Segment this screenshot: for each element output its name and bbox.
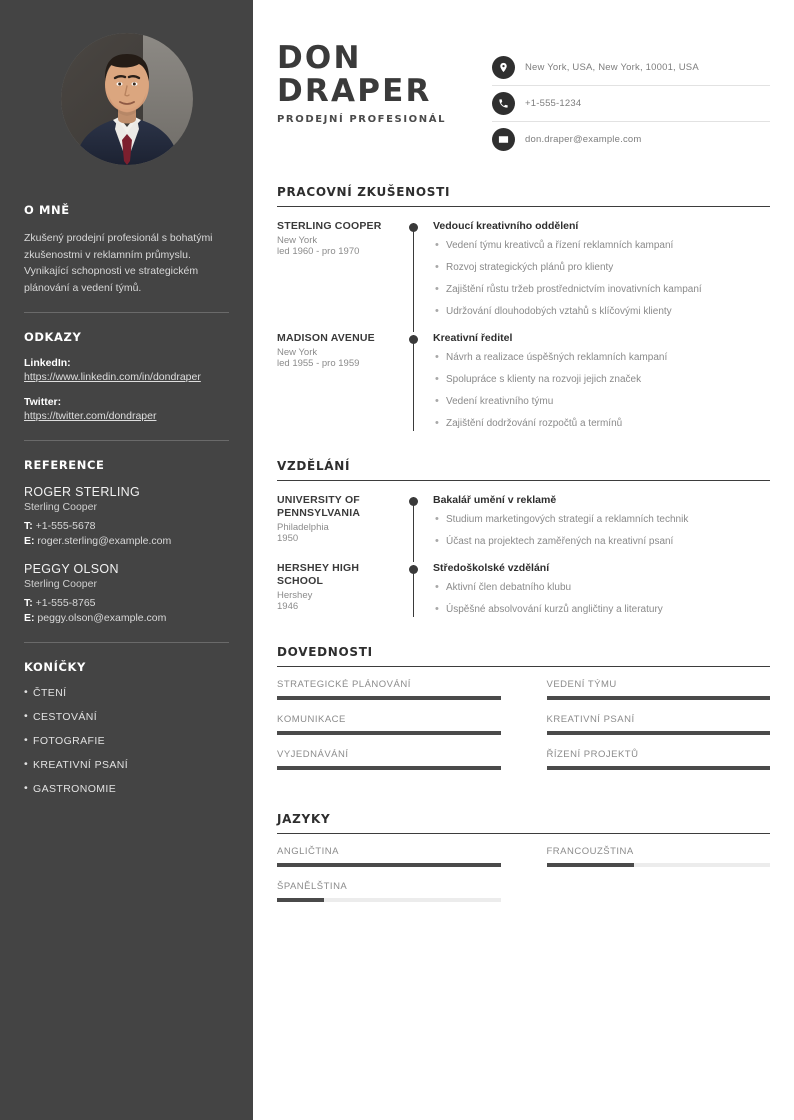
education-details (433, 562, 770, 617)
link-url-twitter[interactable]: https://twitter.com/dondraper (24, 410, 157, 422)
reference-item (24, 562, 229, 626)
reference-phone-value: +1-555-8765 (35, 597, 96, 609)
photo-wrapper (24, 0, 229, 165)
about-text: Zkušený prodejní profesionál s bohatými zkušenostmi v reklamním průmyslu. Vynikající schopnosti ve strategickém plánování a vedení týmů. (24, 232, 213, 294)
about-section (24, 203, 229, 296)
timeline-dot-icon (409, 565, 418, 574)
experience-meta (277, 220, 409, 319)
experience-item (277, 207, 770, 319)
education-city: Philadelphia (277, 522, 329, 533)
education-title: VZDĚLÁNÍ (277, 459, 770, 481)
link-item-twitter (24, 396, 229, 424)
education-city: Hershey (277, 590, 313, 601)
timeline-rail (409, 562, 433, 617)
skill-label: VYJEDNÁVÁNÍ (277, 749, 349, 760)
language-bar-track (277, 863, 501, 867)
education-bullet: • Studium marketingových strategií a reklamních technik (433, 513, 770, 527)
education-meta (277, 494, 409, 549)
experience-role: Vedoucí kreativního oddělení (433, 220, 579, 232)
links-title: ODKAZY (24, 330, 82, 344)
reference-item (24, 485, 229, 549)
experience-meta (277, 332, 409, 431)
timeline-dot-icon (409, 497, 418, 506)
experience-bullet: • Spolupráce s klienty na rozvoji jejich značek (433, 373, 770, 387)
skill-bar-fill (277, 696, 501, 700)
hobbies-section (24, 660, 229, 795)
contact-phone: +1-555-1234 (525, 98, 582, 109)
timeline-rail (409, 494, 433, 549)
hobby-item: • CESTOVÁNÍ (24, 711, 229, 723)
experience-date: led 1955 - pro 1959 (277, 358, 360, 369)
skill-item (547, 714, 771, 735)
hobby-item: • ČTENÍ (24, 687, 229, 699)
skill-bar-track (277, 696, 501, 700)
languages-grid (277, 834, 770, 916)
education-org: UNIVERSITY OF PENNSYLVANIA (277, 494, 361, 519)
experience-city: New York (277, 347, 318, 358)
skill-label: ŘÍZENÍ PROJEKTŮ (546, 749, 639, 760)
skill-label: KOMUNIKACE (277, 714, 346, 725)
main-content (253, 0, 794, 1120)
divider-after-about (24, 312, 229, 313)
experience-date: led 1960 - pro 1970 (277, 246, 360, 257)
links-section (24, 330, 229, 424)
education-degree: Středoškolské vzdělání (433, 562, 550, 574)
education-degree: Bakalář umění v reklamě (433, 494, 557, 506)
language-bar-fill (277, 898, 324, 902)
link-label: LinkedIn: (24, 357, 71, 369)
experience-bullet: • Zajištění růstu tržeb prostřednictvím inovativních kampaní (433, 283, 770, 297)
skill-bar-track (547, 766, 771, 770)
profile-photo-illustration (61, 33, 193, 165)
divider-after-references (24, 642, 229, 643)
language-label: ANGLIČTINA (277, 846, 340, 857)
job-title: PRODEJNÍ PROFESIONÁL (277, 114, 447, 125)
experience-item (277, 319, 770, 431)
skill-bar-fill (547, 731, 771, 735)
education-section (277, 459, 770, 617)
education-bullet: • Aktivní člen debatního klubu (433, 581, 770, 595)
experience-city: New York (277, 235, 318, 246)
hobby-item: • FOTOGRAFIE (24, 735, 229, 747)
reference-email-value: roger.sterling@example.com (37, 535, 172, 547)
experience-bullet: • Vedení týmu kreativců a řízení reklamních kampaní (433, 239, 770, 253)
education-item (277, 549, 770, 617)
hobbies-title: KONÍČKY (24, 660, 86, 674)
skills-title: DOVEDNOSTI (277, 645, 770, 667)
language-bar-track (547, 863, 771, 867)
last-name: DRAPER (277, 73, 432, 109)
reference-phone-value: +1-555-5678 (35, 520, 96, 532)
languages-section (277, 812, 770, 916)
hobby-item: • GASTRONOMIE (24, 783, 229, 795)
skill-bar-fill (277, 766, 501, 770)
reference-phone (24, 596, 229, 611)
skill-item (547, 679, 771, 700)
reference-phone (24, 519, 229, 534)
sidebar (0, 0, 253, 1120)
education-org: HERSHEY HIGH SCHOOL (277, 562, 360, 587)
contact-row-address (492, 56, 770, 86)
about-title: O MNĚ (24, 203, 70, 217)
experience-section (277, 185, 770, 431)
link-label: Twitter: (24, 396, 62, 408)
experience-bullet: • Udržování dlouhodobých vztahů s klíčovými klienty (433, 305, 770, 319)
education-meta (277, 562, 409, 617)
reference-company: Sterling Cooper (24, 578, 97, 590)
timeline-dot-icon (409, 335, 418, 344)
skills-section (277, 645, 770, 784)
timeline-rail (409, 220, 433, 319)
contact-email: don.draper@example.com (525, 134, 642, 145)
skill-item (547, 749, 771, 770)
hobby-item: • KREATIVNÍ PSANÍ (24, 759, 229, 771)
divider-after-links (24, 440, 229, 441)
reference-email-label: E: (24, 612, 35, 624)
reference-phone-label: T: (24, 597, 33, 609)
phone-icon (492, 92, 515, 115)
reference-phone-label: T: (24, 520, 33, 532)
language-bar-track (277, 898, 501, 902)
experience-bullet: • Zajištění dodržování rozpočtů a termínů (433, 417, 770, 431)
skill-item (277, 714, 501, 735)
envelope-icon (492, 128, 515, 151)
reference-email-value: peggy.olson@example.com (37, 612, 167, 624)
reference-email (24, 534, 229, 549)
name-block (277, 42, 492, 157)
reference-company: Sterling Cooper (24, 501, 97, 513)
experience-org: MADISON AVENUE (277, 332, 375, 344)
experience-bullet: • Návrh a realizace úspěšných reklamních kampaní (433, 351, 770, 365)
language-label: ŠPANĚLŠTINA (277, 881, 348, 892)
education-item (277, 481, 770, 549)
timeline-rail (409, 332, 433, 431)
language-label: FRANCOUZŠTINA (546, 846, 634, 857)
skill-bar-fill (277, 731, 501, 735)
skills-grid (277, 667, 770, 784)
skill-bar-track (547, 696, 771, 700)
reference-name: ROGER STERLING (24, 485, 141, 499)
timeline-line (413, 335, 414, 431)
experience-bullet: • Vedení kreativního týmu (433, 395, 770, 409)
skill-bar-fill (547, 766, 771, 770)
reference-email (24, 611, 229, 626)
timeline-line (413, 223, 414, 332)
education-date: 1946 (277, 601, 299, 612)
skill-item (277, 749, 501, 770)
education-details (433, 494, 770, 549)
language-bar-fill (277, 863, 501, 867)
language-bar-fill (547, 863, 634, 867)
language-item (277, 881, 501, 902)
skill-bar-track (277, 731, 501, 735)
link-url-linkedin[interactable]: https://www.linkedin.com/in/dondraper (24, 371, 201, 383)
experience-org: STERLING COOPER (277, 220, 382, 232)
skill-item (277, 679, 501, 700)
education-bullet: • Účast na projektech zaměřených na kreativní psaní (433, 535, 770, 549)
references-title: REFERENCE (24, 458, 105, 472)
skill-label: VEDENÍ TÝMU (546, 679, 617, 690)
link-item-linkedin (24, 357, 229, 385)
language-item (547, 846, 771, 867)
resume-header (277, 0, 770, 157)
skill-label: STRATEGICKÉ PLÁNOVÁNÍ (277, 679, 411, 690)
experience-details (433, 332, 770, 431)
skill-bar-track (277, 766, 501, 770)
first-name: DON (277, 40, 362, 76)
contact-row-email (492, 128, 770, 157)
skill-label: KREATIVNÍ PSANÍ (546, 714, 635, 725)
location-pin-icon (492, 56, 515, 79)
experience-details (433, 220, 770, 319)
experience-role: Kreativní ředitel (433, 332, 513, 344)
language-item (277, 846, 501, 867)
reference-email-label: E: (24, 535, 35, 547)
skill-bar-track (547, 731, 771, 735)
education-date: 1950 (277, 533, 299, 544)
timeline-dot-icon (409, 223, 418, 232)
contact-row-phone (492, 92, 770, 122)
references-section (24, 458, 229, 626)
contact-list (492, 42, 770, 157)
experience-bullet: • Rozvoj strategických plánů pro klienty (433, 261, 770, 275)
avatar (61, 33, 193, 165)
skill-bar-fill (547, 696, 771, 700)
reference-name: PEGGY OLSON (24, 562, 119, 576)
contact-address: New York, USA, New York, 10001, USA (525, 62, 699, 73)
languages-title: JAZYKY (277, 812, 770, 834)
experience-title: PRACOVNÍ ZKUŠENOSTI (277, 185, 770, 207)
education-bullet: • Úspěšné absolvování kurzů angličtiny a literatury (433, 603, 770, 617)
